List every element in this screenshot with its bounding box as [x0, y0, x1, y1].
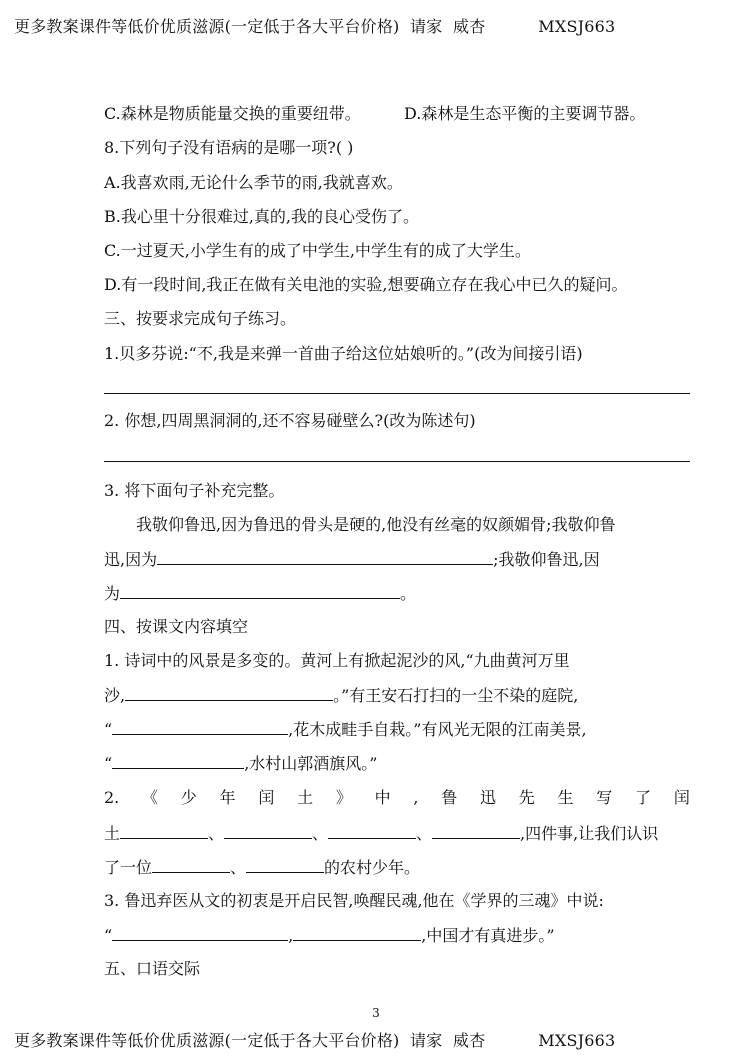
section4-q1-line1: 1. 诗词中的风景是多变的。黄河上有掀起泥沙的风,“九曲黄河万里	[104, 651, 570, 670]
section3-q3-line1: 我敬仰鲁迅,因为鲁迅的骨头是硬的,他没有丝毫的奴颜媚骨;我敬仰鲁	[136, 515, 616, 534]
q8-option-a: A.我喜欢雨,无论什么季节的雨,我就喜欢。	[104, 173, 403, 192]
header-banner: 更多教案课件等低价优质滋源(一定低于各大平台价格) 请家 威杏 MXSJ663	[14, 17, 616, 36]
blank-s4-q2-2[interactable]	[224, 822, 312, 839]
blank-s4-q2-5[interactable]	[152, 856, 230, 873]
blank-q3-2[interactable]	[120, 582, 400, 599]
section5-title: 五、口语交际	[104, 959, 201, 978]
blank-s4-q3-1[interactable]	[112, 924, 288, 941]
q8-stem: 8.下列句子没有语病的是哪一项?( )	[104, 138, 354, 157]
blank-s4-q1-2[interactable]	[112, 718, 288, 735]
section4-q1-line4: “ ,水村山郭酒旗风。”	[104, 754, 378, 773]
answer-line-q1[interactable]	[104, 393, 690, 394]
section4-q3-line1: 3. 鲁迅弃医从文的初衷是开启民智,唤醒民魂,他在《学界的三魂》中说:	[104, 891, 604, 910]
section3-title: 三、按要求完成句子练习。	[104, 309, 297, 328]
section4-q2-line2: 土 、 、 、 ,四件事,让我们认识	[104, 824, 659, 843]
q8-option-b: B.我心里十分很难过,真的,我的良心受伤了。	[104, 207, 420, 226]
section3-q2: 2. 你想,四周黑洞洞的,还不容易碰壁么?(改为陈述句)	[104, 411, 476, 430]
section4-q3-line2: “ , ,中国才有真进步。”	[104, 926, 555, 945]
page-number: 3	[372, 1006, 380, 1020]
blank-s4-q1-3[interactable]	[112, 752, 244, 769]
blank-q3-1[interactable]	[157, 548, 493, 565]
q8-option-c: C.一过夏天,小学生有的成了中学生,中学生有的成了大学生。	[104, 241, 531, 260]
blank-s4-q2-4[interactable]	[432, 822, 520, 839]
section4-q1-line3: “ ,花木成畦手自栽。”有风光无限的江南美景,	[104, 720, 587, 739]
blank-s4-q2-6[interactable]	[246, 856, 324, 873]
blank-s4-q3-2[interactable]	[293, 924, 421, 941]
blank-s4-q1-1[interactable]	[125, 684, 333, 701]
blank-s4-q2-3[interactable]	[328, 822, 416, 839]
section3-q3-line2: 迅,因为 ;我敬仰鲁迅,因	[104, 550, 600, 569]
q8-option-d: D.有一段时间,我正在做有关电池的实验,想要确立存在我心中已久的疑问。	[104, 275, 628, 294]
section3-q1: 1.贝多芬说:“不,我是来弹一首曲子给这位姑娘听的。”(改为间接引语)	[104, 344, 583, 363]
q7-option-d: D.森林是生态平衡的主要调节器。	[404, 104, 646, 123]
section4-title: 四、按课文内容填空	[104, 617, 249, 636]
section4-q1-line2: 沙, 。”有王安石打扫的一尘不染的庭院,	[104, 686, 579, 705]
section4-q2-line3: 了一位 、 的农村少年。	[104, 858, 421, 877]
section3-q3-line3: 为 。	[104, 584, 417, 603]
footer-banner: 更多教案课件等低价优质滋源(一定低于各大平台价格) 请家 威杏 MXSJ663	[14, 1031, 616, 1050]
q7-option-c: C.森林是物质能量交换的重要纽带。	[104, 104, 361, 123]
answer-line-q2[interactable]	[104, 461, 690, 462]
blank-s4-q2-1[interactable]	[120, 822, 208, 839]
section3-q3: 3. 将下面句子补充完整。	[104, 481, 285, 500]
section4-q2-line1: 2. 《 少 年 闰 土 》 中 , 鲁 迅 先 生 写 了 闰	[104, 788, 690, 807]
